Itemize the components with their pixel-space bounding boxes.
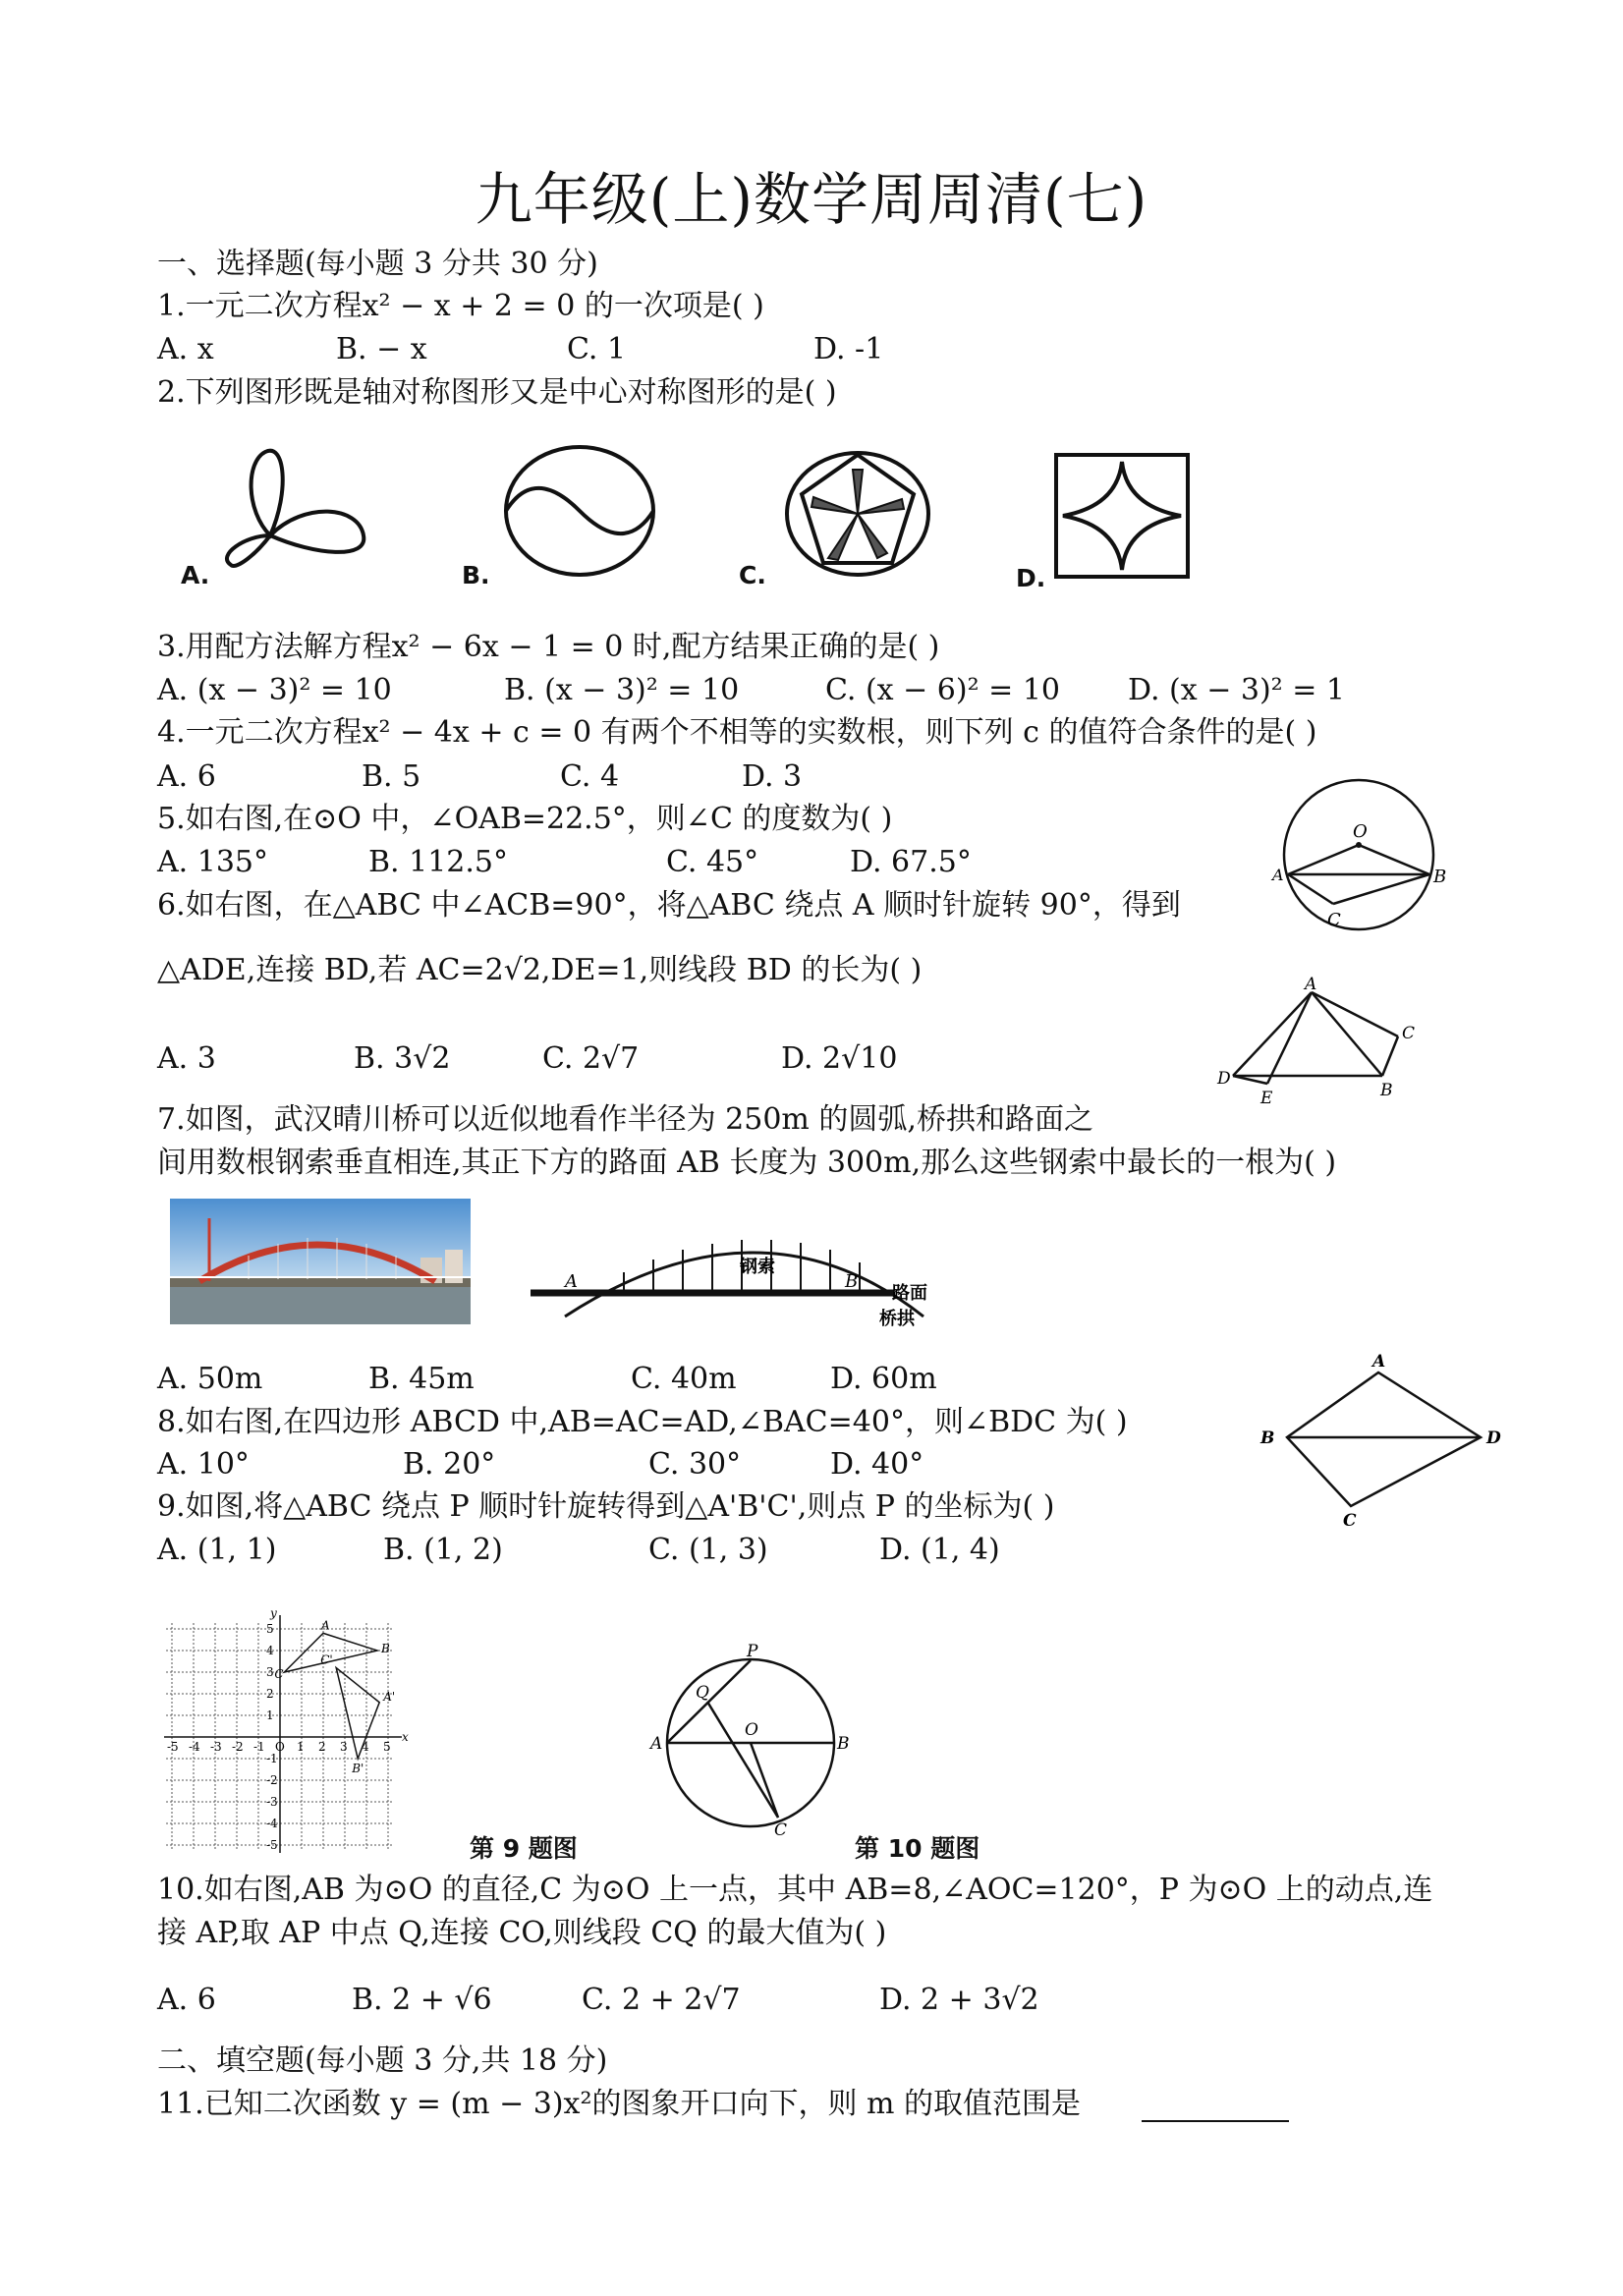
q8-option-a: A. 10° xyxy=(157,1447,250,1482)
q9-caption: 第 9 题图 xyxy=(470,1834,578,1863)
q6-label-c: C xyxy=(1402,1024,1416,1043)
bridge-photo xyxy=(170,1199,471,1324)
q5-option-c: C. 45° xyxy=(666,845,759,879)
q9-coordinate-grid xyxy=(162,1592,427,1852)
q8-quadrilateral-figure xyxy=(1253,1351,1508,1531)
q10-option-d: D. 2 + 3√2 xyxy=(879,1983,1039,2017)
q6-option-b: B. 3√2 xyxy=(354,1041,451,1076)
point-label: C xyxy=(274,1667,284,1681)
x-tick-label: -3 xyxy=(210,1740,222,1754)
q9-option-b: B. (1, 2) xyxy=(383,1533,503,1567)
q2-figure-c xyxy=(784,450,931,578)
q8-option-b: B. 20° xyxy=(403,1447,496,1482)
x-tick-label: -2 xyxy=(232,1740,244,1754)
q3-option-d: D. (x − 3)² = 1 xyxy=(1128,673,1346,707)
q4-option-b: B. 5 xyxy=(362,759,421,794)
point-label: B' xyxy=(352,1762,364,1775)
y-tick-label: -3 xyxy=(266,1795,278,1809)
point-label: B xyxy=(381,1642,390,1655)
q2-figure-b xyxy=(501,442,658,580)
y-tick-label: -1 xyxy=(266,1752,278,1765)
q7-option-d: D. 60m xyxy=(830,1362,937,1396)
q6-label-b: B xyxy=(1380,1081,1393,1100)
q10-label-a: A xyxy=(650,1734,663,1754)
y-axis-label: y xyxy=(270,1606,277,1620)
q10-label-b: B xyxy=(837,1734,850,1754)
q8-option-d: D. 40° xyxy=(830,1447,924,1482)
q7-stem-line1: 7.如图，武汉晴川桥可以近似地看作半径为 250m 的圆弧,桥拱和路面之 xyxy=(157,1102,1093,1137)
q2-figure-d xyxy=(1053,452,1191,580)
y-tick-label: 4 xyxy=(266,1644,274,1657)
y-tick-label: -5 xyxy=(266,1838,278,1852)
q5-option-a: A. 135° xyxy=(157,845,268,879)
point-label: A xyxy=(321,1618,330,1633)
q10-caption: 第 10 题图 xyxy=(855,1834,980,1863)
q1-option-d: D. -1 xyxy=(813,332,884,366)
q8-label-b: B xyxy=(1260,1428,1275,1448)
q5-stem: 5.如右图,在⊙O 中，∠OAB=22.5°，则∠C 的度数为( ) xyxy=(157,802,893,836)
q2-label-d: D. xyxy=(1016,564,1046,592)
q3-option-a: A. (x − 3)² = 10 xyxy=(157,673,392,707)
q10-label-p: P xyxy=(747,1642,758,1661)
q10-label-o: O xyxy=(745,1720,758,1740)
q9-option-c: C. (1, 3) xyxy=(648,1533,768,1567)
q5-label-o: O xyxy=(1353,821,1368,842)
x-tick-label: 1 xyxy=(297,1740,305,1754)
x-axis-label: x xyxy=(402,1730,409,1744)
q6-label-d: D xyxy=(1217,1069,1231,1089)
q8-label-c: C xyxy=(1343,1511,1357,1531)
point-label: A' xyxy=(383,1689,396,1704)
q6-label-e: E xyxy=(1260,1089,1273,1108)
page-title: 九年级(上)数学周周清(七) xyxy=(475,166,1148,233)
q4-option-a: A. 6 xyxy=(157,759,216,794)
q5-circle-figure xyxy=(1272,776,1449,943)
q10-option-a: A. 6 xyxy=(157,1983,216,2017)
q3-option-c: C. (x − 6)² = 10 xyxy=(825,673,1060,707)
q6-stem-line2: △ADE,连接 BD,若 AC=2√2,DE=1,则线段 BD 的长为( ) xyxy=(157,953,923,987)
y-tick-label: -4 xyxy=(266,1817,278,1830)
q2-label-c: C. xyxy=(739,561,766,589)
q1-option-c: C. 1 xyxy=(567,332,627,366)
q8-label-d: D xyxy=(1486,1428,1501,1448)
q7-stem-line2: 间用数根钢索垂直相连,其正下方的路面 AB 长度为 300m,那么这些钢索中最长的一根为( ) xyxy=(157,1146,1337,1180)
x-tick-label: -5 xyxy=(167,1740,179,1754)
q6-stem-line1: 6.如右图，在△ABC 中∠ACB=90°，将△ABC 绕点 A 顺时针旋转 90°，得到 xyxy=(157,888,1181,923)
bridge-arch-diagram xyxy=(526,1218,958,1336)
q1-option-a: A. x xyxy=(157,332,214,366)
q9-option-a: A. (1, 1) xyxy=(157,1533,277,1567)
q8-label-a: A xyxy=(1372,1352,1386,1372)
q10-stem-line2: 接 AP,取 AP 中点 Q,连接 CO,则线段 CQ 的最大值为( ) xyxy=(157,1916,887,1950)
q4-stem: 4.一元二次方程x² − 4x + c = 0 有两个不相等的实数根，则下列 c 的值符合条件的是( ) xyxy=(157,715,1317,750)
q6-option-d: D. 2√10 xyxy=(781,1041,898,1076)
q10-option-c: C. 2 + 2√7 xyxy=(582,1983,741,2017)
q1-stem: 1.一元二次方程x² − x + 2 = 0 的一次项是( ) xyxy=(157,289,764,323)
x-tick-label: 4 xyxy=(362,1740,369,1754)
q2-label-a: A. xyxy=(181,561,210,589)
y-tick-label: 3 xyxy=(266,1665,274,1679)
q1-option-b: B. − x xyxy=(336,332,427,366)
q11-stem: 11.已知二次函数 y = (m − 3)x²的图象开口向下，则 m 的取值范围是 xyxy=(157,2087,1082,2121)
q6-label-a: A xyxy=(1305,975,1317,994)
q5-label-c: C xyxy=(1327,910,1341,930)
q11-answer-blank[interactable] xyxy=(1142,2120,1289,2122)
x-tick-label: 2 xyxy=(318,1740,326,1754)
section-2-heading: 二、填空题(每小题 3 分,共 18 分) xyxy=(157,2044,608,2078)
q7-option-b: B. 45m xyxy=(368,1362,475,1396)
q4-option-c: C. 4 xyxy=(560,759,620,794)
q10-option-b: B. 2 + √6 xyxy=(352,1983,492,2017)
x-tick-label: -4 xyxy=(189,1740,200,1754)
q8-option-c: C. 30° xyxy=(648,1447,742,1482)
q4-option-d: D. 3 xyxy=(742,759,803,794)
q7-label-a: A xyxy=(565,1271,578,1292)
q2-stem: 2.下列图形既是轴对称图形又是中心对称图形的是( ) xyxy=(157,375,837,410)
q6-option-c: C. 2√7 xyxy=(542,1041,640,1076)
y-tick-label: 1 xyxy=(266,1708,274,1722)
q7-label-road: 路面 xyxy=(892,1283,927,1304)
x-tick-label: O xyxy=(275,1740,285,1754)
q6-triangle-figure xyxy=(1213,975,1429,1120)
q10-circle-figure xyxy=(650,1642,857,1840)
q9-option-d: D. (1, 4) xyxy=(879,1533,1000,1567)
q5-option-d: D. 67.5° xyxy=(850,845,972,879)
y-tick-label: 2 xyxy=(266,1687,274,1701)
q7-option-c: C. 40m xyxy=(631,1362,737,1396)
q7-label-arch: 桥拱 xyxy=(879,1309,915,1329)
q8-stem: 8.如右图,在四边形 ABCD 中,AB=AC=AD,∠BAC=40°，则∠BDC 为( ) xyxy=(157,1405,1128,1439)
q10-label-q: Q xyxy=(696,1683,709,1703)
q9-stem: 9.如图,将△ABC 绕点 P 顺时针旋转得到△A'B'C',则点 P 的坐标为( ) xyxy=(157,1489,1055,1524)
q5-option-b: B. 112.5° xyxy=(368,845,509,879)
y-tick-label: 5 xyxy=(266,1622,274,1636)
point-label: C' xyxy=(320,1652,333,1667)
q7-label-cable: 钢索 xyxy=(740,1257,775,1277)
q7-label-b: B xyxy=(845,1271,859,1292)
x-tick-label: -1 xyxy=(253,1740,265,1754)
q2-label-b: B. xyxy=(462,561,490,589)
x-tick-label: 3 xyxy=(340,1740,348,1754)
q5-label-b: B xyxy=(1433,867,1447,887)
y-tick-label: -2 xyxy=(266,1773,278,1787)
q6-option-a: A. 3 xyxy=(157,1041,216,1076)
q5-label-a: A xyxy=(1272,866,1284,884)
q10-stem-line1: 10.如右图,AB 为⊙O 的直径,C 为⊙O 上一点，其中 AB=8,∠AOC=120°，P 为⊙O 上的动点,连 xyxy=(157,1873,1433,1907)
q3-option-b: B. (x − 3)² = 10 xyxy=(504,673,740,707)
x-tick-label: 5 xyxy=(383,1740,391,1754)
section-1-heading: 一、选择题(每小题 3 分共 30 分) xyxy=(157,247,598,281)
q3-stem: 3.用配方法解方程x² − 6x − 1 = 0 时,配方结果正确的是( ) xyxy=(157,630,940,664)
q10-label-c: C xyxy=(774,1820,788,1840)
q7-option-a: A. 50m xyxy=(157,1362,263,1396)
